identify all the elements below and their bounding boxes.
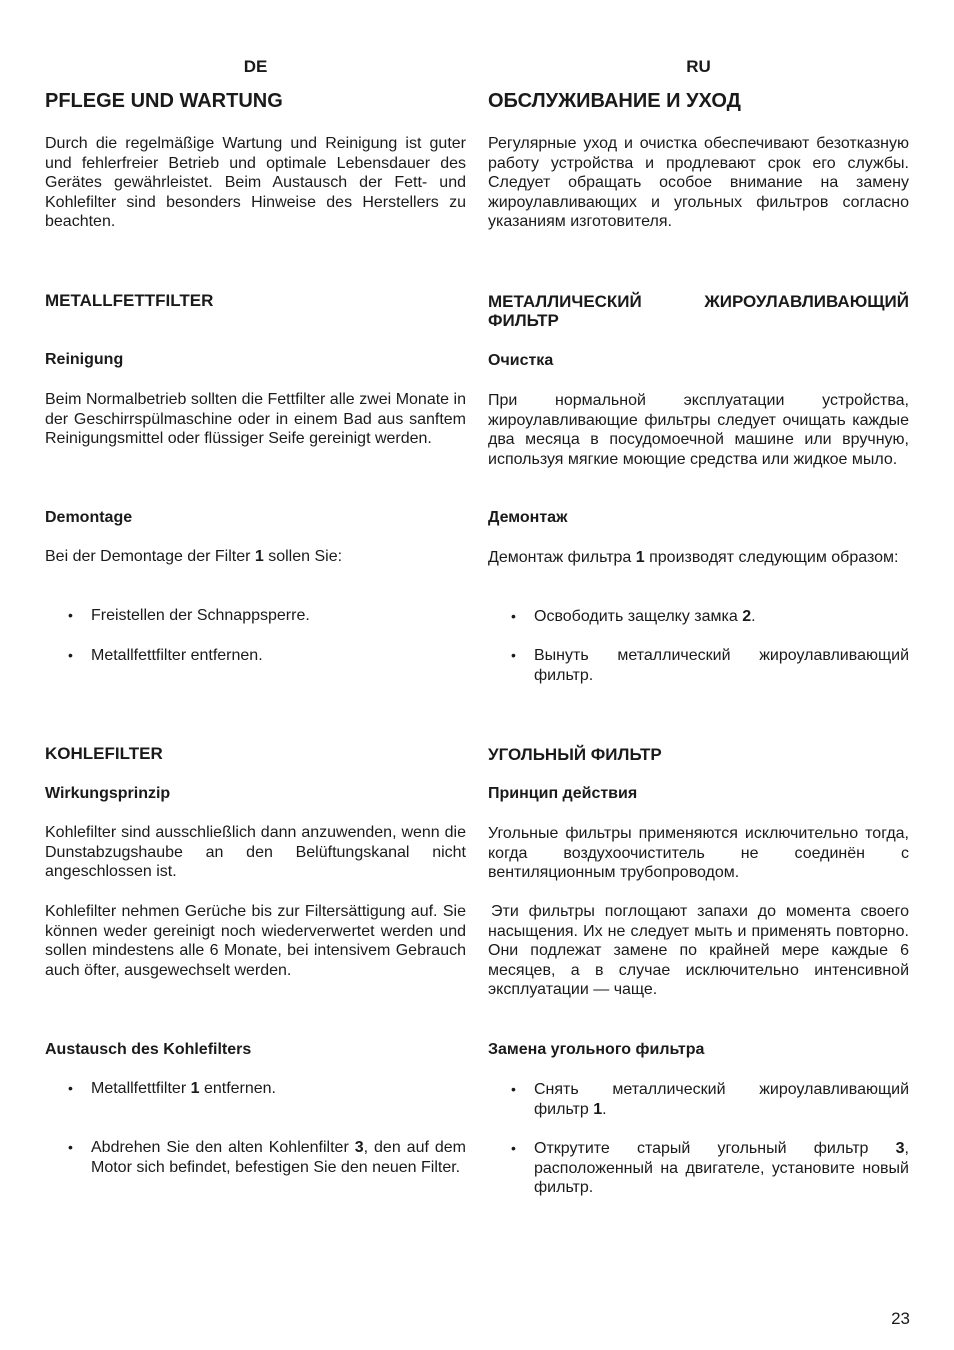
replace-heading: Замена угольного фильтра — [488, 1041, 705, 1058]
bullet-icon: • — [68, 1139, 73, 1155]
list-item-text: Вынуть металлический жироулавливающий фильтр. — [534, 647, 909, 684]
list-item-text-end: . — [751, 608, 756, 625]
cleaning-paragraph: При нормальной эксплуатации устройства, жироулавливающие фильтры следует очищать каждые два месяца в посудомоечной машине или вручную, используя мягкие моющие средства или жидкое мыло. — [488, 392, 909, 468]
dismount-text-end: sollen Sie: — [263, 548, 343, 565]
list-item — [511, 1139, 909, 1198]
list-item-text: Открутите старый угольный фильтр — [534, 1140, 896, 1157]
list-item — [511, 607, 909, 627]
part-number: 2 — [742, 608, 752, 625]
section-title: ОБСЛУЖИВАНИЕ И УХОД — [488, 90, 741, 112]
part-number: 1 — [254, 548, 264, 565]
metal-filter-heading: METALLFETTFILTER — [45, 291, 214, 310]
bullet-icon: • — [511, 1081, 516, 1097]
principle-heading: Wirkungsprinzip — [45, 785, 171, 802]
list-item — [68, 1138, 466, 1177]
dismount-heading: Demontage — [45, 509, 133, 526]
list-item-text: Освободить защелку замка — [534, 608, 743, 625]
cleaning-paragraph: Beim Normalbetrieb sollten die Fettfilter alle zwei Monate in der Geschirrspülmaschine oder in einem Bad aus sanftem Reinigungsmittel oder flüssiger Seife gereinigt werden. — [45, 391, 466, 448]
replace-heading: Austausch des Kohlefilters — [45, 1041, 252, 1058]
list-item-text-end: , расположенный на двигателе, установите новый фильтр. — [534, 1140, 909, 1197]
language-label: DE — [243, 57, 268, 76]
intro-paragraph: Регулярные уход и очистка обеспечивают безотказную работу устройства и продлевают срок его службы. Следует обращать особое внимание на замену жироулавливающих и угольных фильтров согласно указаниям изготовителя. — [488, 135, 909, 231]
list-item — [511, 1080, 909, 1119]
bullet-icon: • — [68, 1080, 73, 1096]
german-column — [45, 0, 466, 1350]
list-item — [511, 646, 909, 685]
list-item-text: Metallfettfilter entfernen. — [91, 647, 263, 664]
principle-paragraph-2: Эти фильтры поглощают запахи до момента своего насыщения. Их не следует мыть и применять повторно. Они подлежат замене по крайней мере каждые 6 месяцев, а в случае исключительно интенсивной эксплуатации — чаще. — [488, 903, 909, 999]
list-item-text-end: , den auf dem Motor sich befindet, befestigen Sie den neuen Filter. — [91, 1139, 466, 1176]
dismount-text-end: производят следующим образом: — [644, 549, 899, 566]
cleaning-heading: Reinigung — [45, 351, 124, 368]
part-number: 3 — [354, 1139, 364, 1156]
bullet-icon: • — [511, 1140, 516, 1156]
dismount-text: Bei der Demontage der Filter — [45, 548, 255, 565]
dismount-paragraph — [488, 548, 909, 568]
list-item-text: Metallfettfilter — [91, 1080, 191, 1097]
dismount-text: Демонтаж фильтра — [488, 549, 636, 566]
intro-paragraph: Durch die regelmäßige Wartung und Reinigung ist guter und fehlerfreier Betrieb und optimale Lebensdauer des Gerätes gewährleistet. Beim Austausch der Fett- und Kohlefilter sind besonders Hinweise des Herstellers zu beachten. — [45, 135, 466, 231]
bullet-icon: • — [511, 608, 516, 624]
language-label: RU — [686, 57, 711, 76]
part-number: 3 — [895, 1140, 905, 1157]
bullet-icon: • — [68, 607, 73, 623]
part-number: 1 — [635, 549, 645, 566]
part-number: 1 — [190, 1080, 200, 1097]
dismount-paragraph — [45, 547, 466, 567]
metal-filter-heading: МЕТАЛЛИЧЕСКИЙ ЖИРОУЛАВЛИВАЮЩИЙ ФИЛЬТР — [488, 292, 909, 330]
dismount-heading: Демонтаж — [488, 509, 568, 526]
list-item-text: Снять металлический жироулавливающий фильтр — [534, 1081, 909, 1118]
list-item-text: Abdrehen Sie den alten Kohlenfilter — [91, 1139, 355, 1156]
bullet-icon: • — [68, 647, 73, 663]
carbon-filter-heading: KOHLEFILTER — [45, 744, 163, 763]
list-item — [68, 646, 466, 666]
page-number: 23 — [891, 1309, 910, 1328]
bullet-icon: • — [511, 647, 516, 663]
principle-paragraph-1: Угольные фильтры применяются исключительно тогда, когда воздухоочиститель не соединён с вентиляционным трубопроводом. — [488, 825, 909, 882]
list-item-text: Freistellen der Schnappsperre. — [91, 607, 310, 624]
part-number: 1 — [593, 1100, 603, 1118]
principle-heading: Принцип действия — [488, 785, 638, 802]
list-item — [68, 606, 466, 626]
list-item-text-end: entfernen. — [199, 1080, 276, 1097]
principle-paragraph-1: Kohlefilter sind ausschließlich dann anzuwenden, wenn die Dunstabzugshaube an den Belüftungskanal nicht angeschlossen ist. — [45, 824, 466, 881]
carbon-filter-heading: УГОЛЬНЫЙ ФИЛЬТР — [488, 745, 662, 764]
principle-paragraph-2: Kohlefilter nehmen Gerüche bis zur Filtersättigung auf. Sie können weder gereinigt noch wiederverwertet werden und sollen mindestens alle 6 Monate, bei intensivem Gebrauch auch öfter, ausgewechselt werden. — [45, 903, 466, 979]
list-item-text-end: . — [602, 1100, 607, 1118]
list-item — [68, 1079, 466, 1099]
russian-column — [488, 0, 909, 1350]
section-title: PFLEGE UND WARTUNG — [45, 90, 283, 112]
cleaning-heading: Очистка — [488, 352, 554, 369]
